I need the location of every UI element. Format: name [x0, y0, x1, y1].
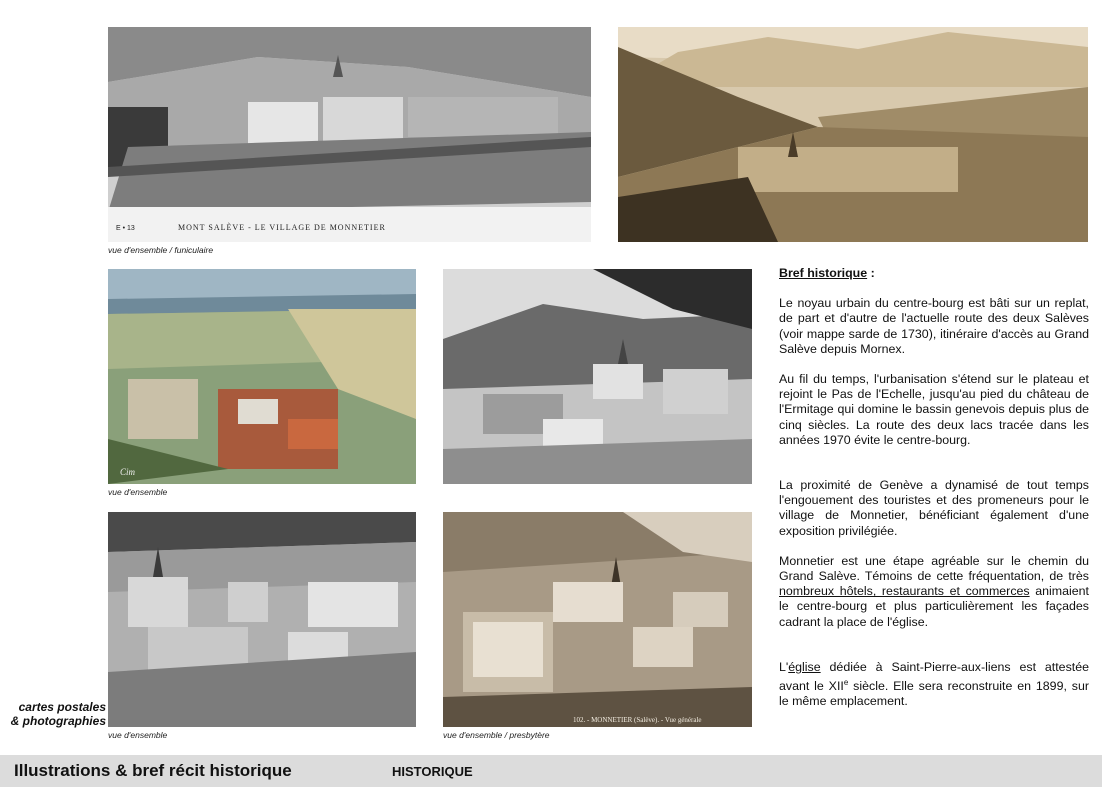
photo-presbytery [443, 512, 752, 727]
text-run: dédiée à Saint-Pierre-aux-liens est attestée avant le XII [779, 659, 1089, 694]
footer-title: Illustrations & bref récit historique [14, 761, 292, 780]
text-run: L' [779, 659, 789, 674]
text-run-underlined: nombreux hôtels, restaurants et commerces [779, 584, 1030, 599]
photo-caption: vue d'ensemble [108, 487, 168, 497]
history-heading [779, 266, 1089, 281]
photo-caption: vue d'ensemble [108, 730, 168, 740]
history-heading-suffix: : [867, 266, 875, 280]
history-paragraph [779, 660, 1089, 710]
photo-printed-title: MONT SALÈVE - LE VILLAGE DE MONNETIER [178, 223, 386, 232]
text-run-underlined: église [788, 659, 821, 674]
footer-bar [0, 755, 1102, 787]
history-paragraph: La proximité de Genève a dynamisé de tout temps l'engouement des touristes et des promeneurs pour le village de Monnetier, bénéficiant également d'une exposition privilégiée. [779, 478, 1089, 538]
photo-mark: Cim [120, 467, 136, 477]
photo-aerial-color [108, 269, 416, 484]
side-label-line: cartes postales [18, 700, 106, 714]
photo-caption: vue d'ensemble / presbytère [443, 730, 550, 740]
history-paragraph [779, 554, 1089, 630]
side-label-line: & photographies [10, 714, 106, 728]
text-run: siècle. Elle sera reconstruite en 1899, sur le même emplacement. [779, 679, 1089, 709]
history-text [779, 266, 1089, 710]
photo-caption: vue d'ensemble / funiculaire [108, 245, 214, 255]
photo-valley-panorama [618, 27, 1088, 242]
photo-printed-title: 102. - MONNETIER (Salève). - Vue générale [573, 716, 702, 724]
side-label [10, 700, 106, 728]
text-run: animaient le centre-bourg et plus particulièrement les façades cadrant la place de l'église. [779, 584, 1089, 629]
photo-church-village [443, 269, 752, 484]
history-heading-text: Bref historique [779, 266, 868, 280]
photo-village-church [108, 512, 416, 727]
history-paragraph: Le noyau urbain du centre-bourg est bâti sur un replat, de part et d'autre de l'actuelle route des deux Salèves (voir mappe sarde de 1730), itinéraire d'accès au Grand Salève depuis Mornex. [779, 296, 1089, 356]
photo-number: E • 13 [116, 225, 135, 232]
text-run: Monnetier est une étape agréable sur le chemin du Grand Salève. Témoins de cette fréquentation, de très [779, 553, 1089, 584]
footer-section: HISTORIQUE [392, 764, 473, 779]
text-run-superscript: e [843, 678, 849, 688]
history-paragraph: Au fil du temps, l'urbanisation s'étend sur le plateau et rejoint le Pas de l'Echelle, jusqu'au pied du château de l'Ermitage qui domine le bassin genevois depuis plus de cinq siècles. La route des deux lacs tracée dans les années 1970 évite le centre-bourg. [779, 372, 1089, 447]
photo-village-funiculaire [108, 27, 591, 242]
